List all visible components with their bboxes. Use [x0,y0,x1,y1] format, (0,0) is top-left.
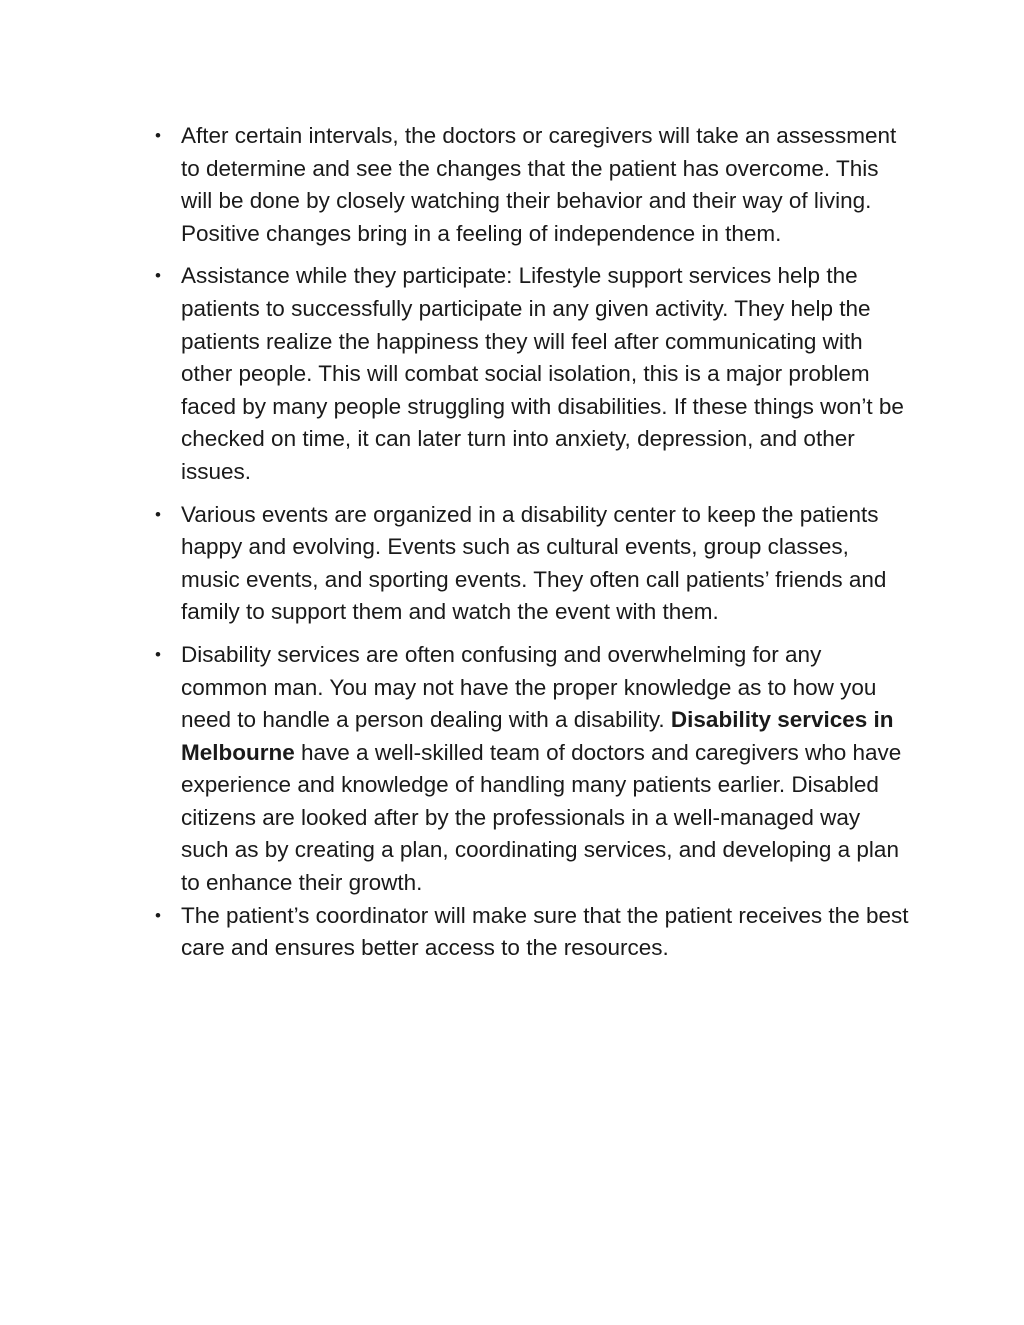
list-item [155,900,911,965]
list-item [155,499,911,629]
list-item-text: After certain intervals, the doctors or caregivers will take an assessment to determine and see the changes that the patient has overcome. This will be done by closely watching their behavior and their way of living. Positive changes bring in a feeling of independence in them. [181,123,897,246]
bullet-icon: • [155,644,161,664]
bullet-list [155,120,911,975]
list-item-text: Various events are organized in a disability center to keep the patients happy and evolving. Events such as cultural events, group classes, music events, and sporting events. They often call patients’ friends and family to support them and watch the event with them. [181,501,887,625]
bullet-icon: • [155,266,161,286]
list-item [155,639,911,900]
bullet-icon: • [155,504,161,524]
list-item-text: The patient’s coordinator will make sure that the patient receives the best care and ensures better access to the resources. [181,902,909,961]
bullet-icon: • [155,126,161,145]
bullet-icon: • [155,905,161,925]
bold-keyword: Disability services in Melbourne [181,707,894,765]
list-item-text-before: Disability services are often confusing and overwhelming for any common man. You may not have the proper knowledge as to how you need to handle a person dealing with a disability. [181,641,877,733]
list-item [155,260,911,488]
list-item-text: Assistance while they participate: Lifestyle support services help the patients to successfully participate in any given activity. They help the patients realize the happiness they will feel after communicating with other people. This will combat social isolation, this is a major problem faced by many people struggling with disabilities. If these things won’t be checked on time, it can later turn into anxiety, depression, and other issues. [181,263,904,484]
list-item-text-after: have a well-skilled team of doctors and caregivers who have experience and knowledge of handling many patients earlier. Disabled citizens are looked after by the professionals in a well-managed way such as by creating a plan, coordinating services, and developing a plan to enhance their growth. [181,739,902,896]
list-item [155,120,911,250]
